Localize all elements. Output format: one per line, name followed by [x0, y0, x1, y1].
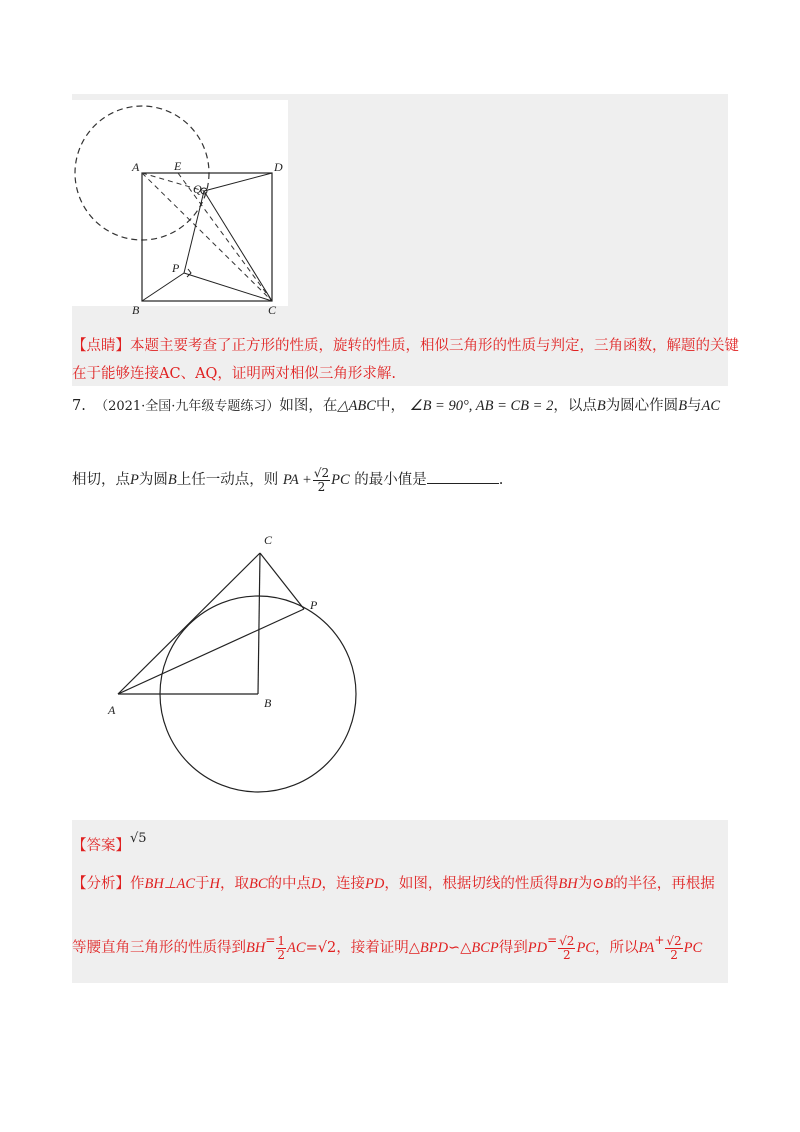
fig1-label-C: C: [268, 303, 277, 317]
fig2-label-B: B: [264, 696, 272, 710]
fig1-label-A: A: [132, 160, 140, 174]
fraction-sqrt2-over-2-a: $\frac{√2}{2}$: [559, 933, 575, 962]
fig1-label-B: B: [132, 303, 140, 317]
fig1-label-Q: Q: [193, 182, 202, 196]
question-number: 7.: [72, 398, 86, 414]
square-rotation-figure: [72, 100, 288, 317]
fig2-label-P: P: [310, 598, 318, 612]
question-7-line-2: 相切，点P为圆B上任一动点，则 PA + $\frac{√2}{2}$ PC 的最小值是 .: [72, 465, 504, 494]
question-condition: ∠B = 90°, AB = CB = 2: [409, 398, 554, 414]
comment-tag: 【点睛】: [72, 338, 130, 354]
fraction-one-half: $\frac{1}{2}$: [277, 933, 286, 962]
fraction-sqrt2-over-2-b: $\frac{√2}{2}$: [666, 933, 682, 962]
analysis-line-2: 等腰直角三角形的性质得到BH= $\frac{1}{2}$ AC=√2，接着证明△BPD∽△BCP得到PD= $\frac{√2}{2}$ PC，所以PA+ $\frac{√2}{2}$ PC: [72, 933, 703, 962]
fig1-label-E: E: [174, 159, 182, 173]
question-source: （2021·全国·九年级专题练习）: [95, 399, 280, 414]
fraction-sqrt2-over-2: $\frac{√2}{2}$: [313, 465, 330, 494]
analysis-tag: 【分析】: [72, 876, 130, 892]
answer-value: √5: [130, 831, 147, 846]
comment-line-1: 【点睛】本题主要考查了正方形的性质，旋转的性质，相似三角形的性质与判定，三角函数，解题的关键: [72, 338, 739, 354]
answer-blank: [427, 469, 499, 484]
answer-tag: 【答案】: [72, 838, 130, 854]
expression-pa: PA +: [282, 472, 312, 488]
question-7-line-1: 7. （2021·全国·九年级专题练习）如图，在△ABC中， ∠B = 90°, AB = CB = 2，以点B为圆心作圆B与AC: [72, 398, 721, 414]
fig1-label-D: D: [274, 160, 283, 174]
fig2-label-A: A: [108, 703, 116, 717]
fig2-label-C: C: [264, 533, 273, 547]
analysis-line-1: 【分析】作BH⊥AC于H，取BC的中点D，连接PD，如图，根据切线的性质得BH为⊙B的半径，再根据: [72, 876, 715, 892]
triangle-circle-figure: [100, 525, 370, 795]
fig1-label-P: P: [172, 261, 180, 275]
comment-line-2: 在于能够连接AC、AQ，证明两对相似三角形求解.: [72, 366, 397, 382]
answer-line: [72, 828, 147, 854]
